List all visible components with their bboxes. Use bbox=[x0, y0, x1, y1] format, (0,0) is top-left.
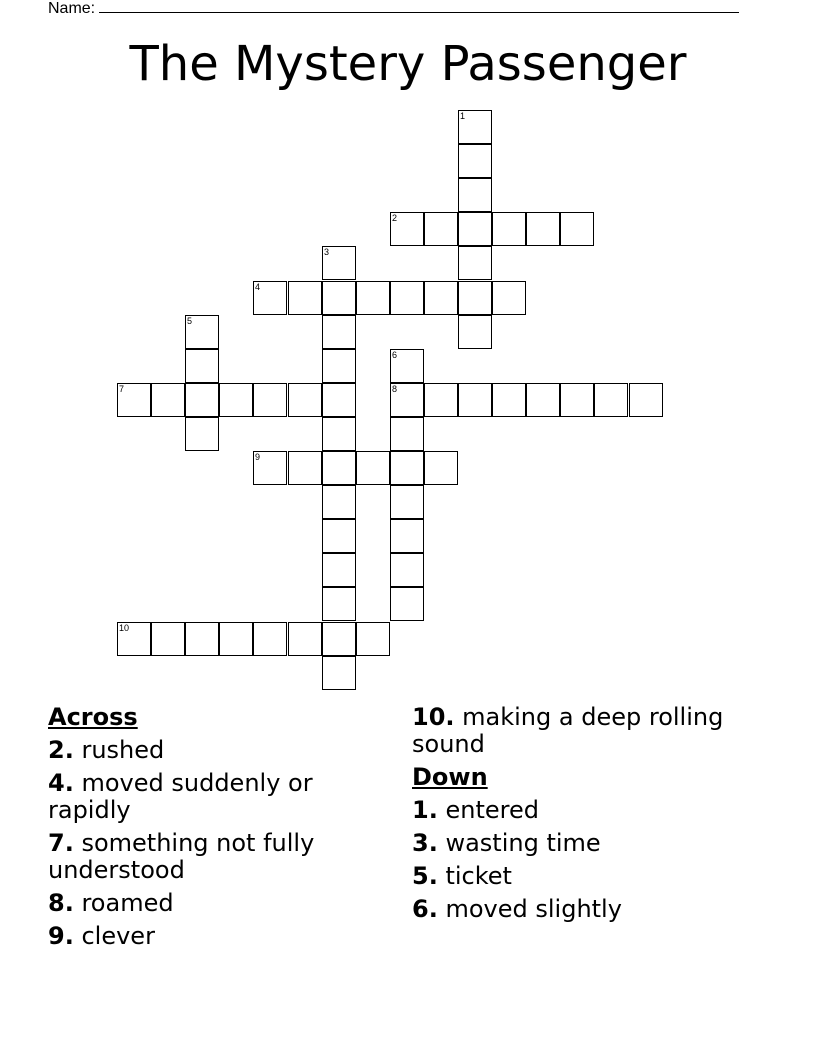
grid-cell[interactable] bbox=[322, 656, 356, 690]
grid-cell[interactable] bbox=[356, 281, 390, 315]
grid-cell[interactable] bbox=[322, 553, 356, 587]
clue-number: 10 bbox=[119, 623, 130, 633]
page-title: The Mystery Passenger bbox=[129, 36, 687, 92]
grid-cell[interactable] bbox=[322, 383, 356, 417]
clue-number: 5 bbox=[187, 316, 193, 326]
grid-cell[interactable] bbox=[424, 281, 458, 315]
grid-cell-3[interactable] bbox=[322, 246, 356, 280]
grid-cell[interactable] bbox=[390, 519, 424, 553]
grid-cell[interactable] bbox=[322, 485, 356, 519]
grid-cell[interactable] bbox=[526, 383, 560, 417]
grid-cell[interactable] bbox=[594, 383, 628, 417]
grid-cell[interactable] bbox=[458, 281, 492, 315]
grid-cell[interactable] bbox=[458, 212, 492, 246]
grid-cell[interactable] bbox=[424, 383, 458, 417]
grid-cell[interactable] bbox=[322, 587, 356, 621]
grid-cell-9[interactable] bbox=[253, 451, 287, 485]
clues-column-right bbox=[412, 704, 772, 929]
grid-cell[interactable] bbox=[356, 622, 390, 656]
grid-cell[interactable] bbox=[458, 315, 492, 349]
clue-down-1: 1. entered bbox=[412, 796, 539, 824]
grid-cell[interactable] bbox=[390, 417, 424, 451]
clue-number: 3 bbox=[324, 247, 330, 257]
clue-across-2: 2. rushed bbox=[48, 736, 165, 764]
grid-cell[interactable] bbox=[390, 587, 424, 621]
clue-number: 8 bbox=[392, 384, 398, 394]
grid-cell[interactable] bbox=[492, 281, 526, 315]
grid-cell[interactable] bbox=[492, 383, 526, 417]
grid-cell[interactable] bbox=[219, 622, 253, 656]
clue-across-9: 9. clever bbox=[48, 922, 155, 950]
grid-cell[interactable] bbox=[151, 622, 185, 656]
clue-across-7: 7. something not fully understood bbox=[48, 829, 315, 884]
clue-number: 4 bbox=[255, 282, 261, 292]
clue-across-4: 4. moved suddenly or rapidly bbox=[48, 769, 313, 824]
grid-cell[interactable] bbox=[322, 315, 356, 349]
grid-cell[interactable] bbox=[253, 383, 287, 417]
across-heading: Across bbox=[48, 703, 138, 731]
grid-cell[interactable] bbox=[288, 451, 322, 485]
grid-cell-2[interactable] bbox=[390, 212, 424, 246]
grid-cell[interactable] bbox=[356, 451, 390, 485]
grid-cell[interactable] bbox=[390, 451, 424, 485]
clue-down-5: 5. ticket bbox=[412, 862, 512, 890]
grid-cell[interactable] bbox=[322, 349, 356, 383]
clue-number: 2 bbox=[392, 213, 398, 223]
grid-cell[interactable] bbox=[253, 622, 287, 656]
grid-cell-8[interactable] bbox=[390, 383, 424, 417]
grid-cell[interactable] bbox=[185, 417, 219, 451]
grid-cell[interactable] bbox=[560, 383, 594, 417]
clues-column-left bbox=[48, 704, 378, 956]
grid-cell-5[interactable] bbox=[185, 315, 219, 349]
clue-number: 6 bbox=[392, 350, 398, 360]
grid-cell[interactable] bbox=[458, 383, 492, 417]
grid-cell-1[interactable] bbox=[458, 110, 492, 144]
down-heading: Down bbox=[412, 763, 488, 791]
grid-cell[interactable] bbox=[560, 212, 594, 246]
clue-number: 7 bbox=[119, 384, 125, 394]
grid-cell[interactable] bbox=[185, 383, 219, 417]
grid-cell[interactable] bbox=[322, 417, 356, 451]
grid-cell[interactable] bbox=[492, 212, 526, 246]
grid-cell[interactable] bbox=[219, 383, 253, 417]
clue-number: 9 bbox=[255, 452, 261, 462]
grid-cell[interactable] bbox=[458, 246, 492, 280]
grid-cell[interactable] bbox=[288, 383, 322, 417]
grid-cell-7[interactable] bbox=[117, 383, 151, 417]
grid-cell[interactable] bbox=[424, 451, 458, 485]
grid-cell[interactable] bbox=[390, 553, 424, 587]
clue-down-3: 3. wasting time bbox=[412, 829, 601, 857]
grid-cell[interactable] bbox=[424, 212, 458, 246]
grid-cell[interactable] bbox=[322, 281, 356, 315]
grid-cell[interactable] bbox=[322, 519, 356, 553]
grid-cell[interactable] bbox=[458, 144, 492, 178]
grid-cell[interactable] bbox=[288, 281, 322, 315]
grid-cell-10[interactable] bbox=[117, 622, 151, 656]
clue-across-10: 10. making a deep rolling sound bbox=[412, 703, 724, 758]
grid-cell[interactable] bbox=[390, 281, 424, 315]
clue-number: 1 bbox=[460, 111, 466, 121]
grid-cell-4[interactable] bbox=[253, 281, 287, 315]
grid-cell[interactable] bbox=[185, 622, 219, 656]
grid-cell[interactable] bbox=[322, 622, 356, 656]
grid-cell[interactable] bbox=[151, 383, 185, 417]
clue-down-6: 6. moved slightly bbox=[412, 895, 622, 923]
grid-cell[interactable] bbox=[288, 622, 322, 656]
clue-across-8: 8. roamed bbox=[48, 889, 174, 917]
name-label: Name: bbox=[48, 0, 96, 17]
grid-cell[interactable] bbox=[458, 178, 492, 212]
grid-cell-6[interactable] bbox=[390, 349, 424, 383]
grid-cell[interactable] bbox=[629, 383, 663, 417]
grid-cell[interactable] bbox=[322, 451, 356, 485]
grid-cell[interactable] bbox=[390, 485, 424, 519]
grid-cell[interactable] bbox=[526, 212, 560, 246]
grid-cell[interactable] bbox=[185, 349, 219, 383]
